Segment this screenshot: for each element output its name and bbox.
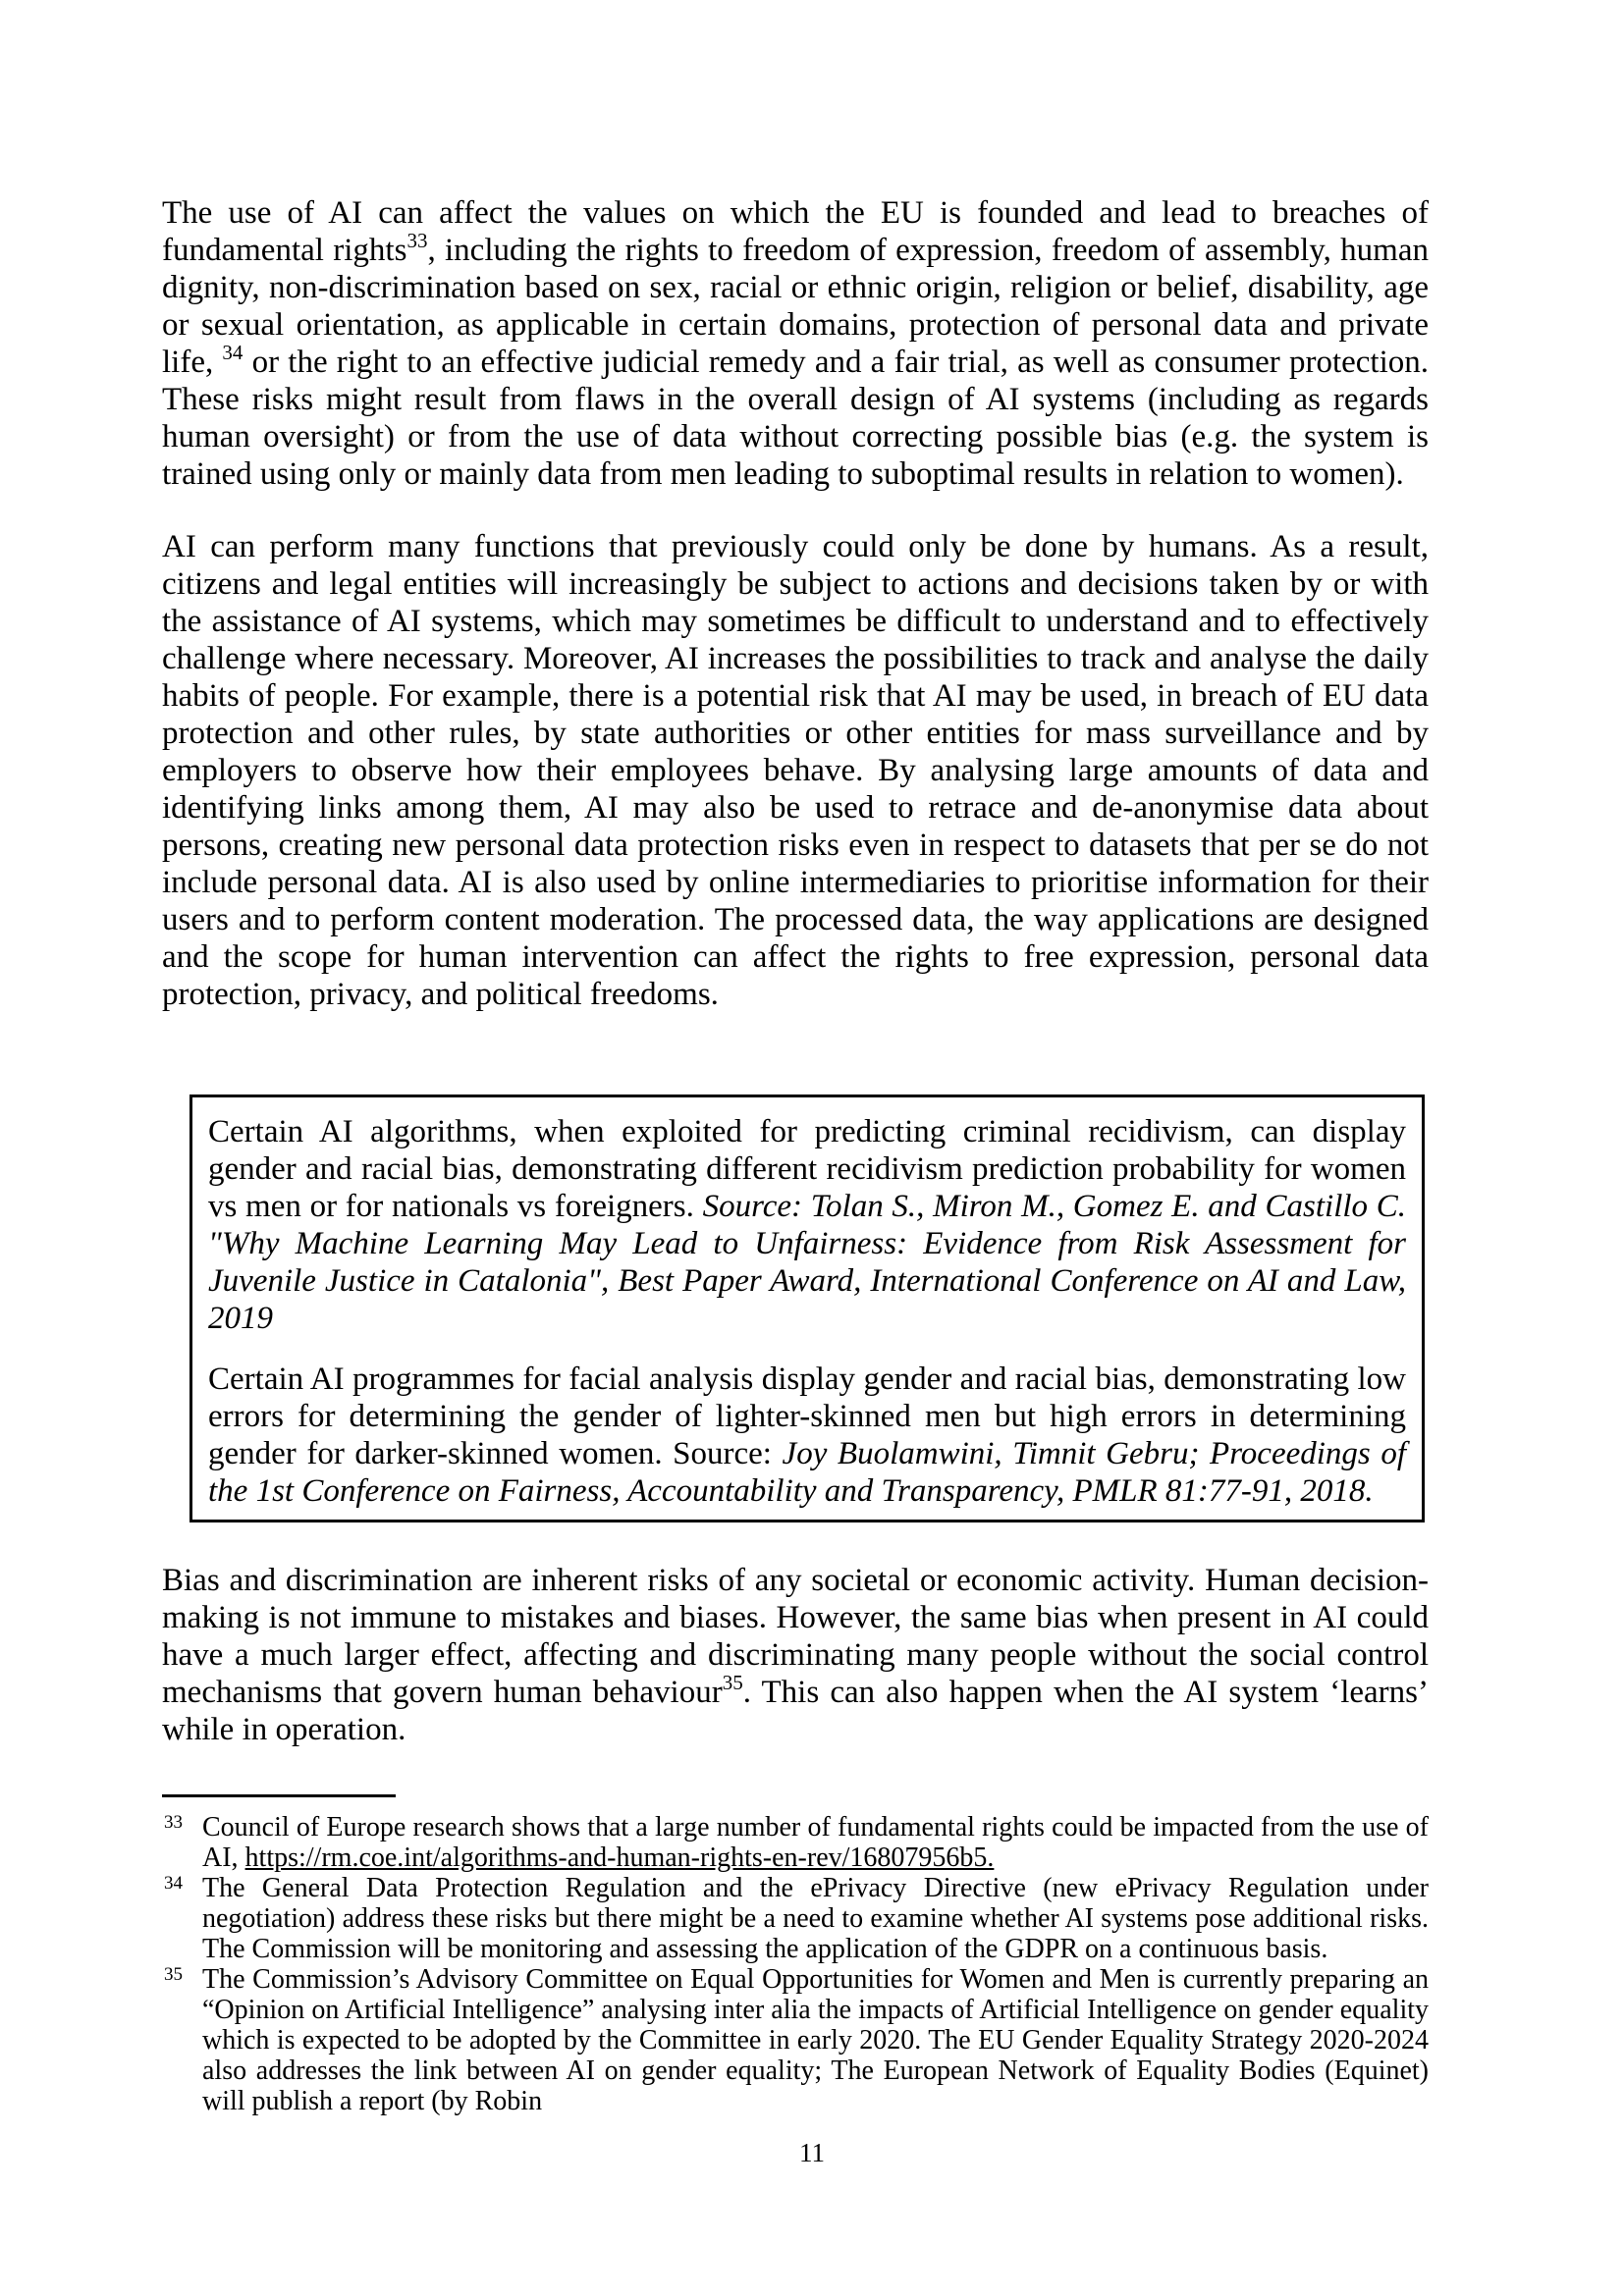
body-paragraph-2	[162, 528, 1429, 1013]
text-segment: Council of Europe research shows that a large number of fundamental rights could be impacted from the use of AI,	[202, 1812, 1429, 1873]
text-segment: or the right to an effective judicial remedy and a fair trial, as well as consumer protection. These risks might result from flaws in the overall design of AI systems (including as regards human oversight) or from the use of data without correcting possible bias (e.g. the system is trained using only or mainly data from men leading to suboptimal results in relation to women).	[162, 345, 1429, 492]
example-callout-box	[189, 1095, 1425, 1522]
footnote-34-text	[202, 1873, 1429, 1964]
footnote-separator-rule	[162, 1794, 396, 1797]
text-segment: The General Data Protection Regulation and the ePrivacy Directive (new ePrivacy Regulation under negotiation) address these risks but there might be a need to examine whether AI systems pose additional risks. The Commission will be monitoring and assessing the application of the GDPR on a continuous basis.	[202, 1873, 1429, 1964]
footnote-reference: 35	[722, 1671, 743, 1694]
body-paragraph-1	[162, 194, 1429, 493]
italic-citation: Joy Buolamwini, Timnit Gebru; Proceedings of the 1st Conference on Fairness, Accountability and Transparency, PMLR 81:77-91, 2018.	[208, 1436, 1406, 1509]
footnote-33-text	[202, 1812, 1429, 1873]
italic-citation: Source: Tolan S., Miron M., Gomez E. and Castillo C. "Why Machine Learning May Lead to Unfairness: Evidence from Risk Assessment for Juvenile Justice in Catalonia", Best Paper Award, International Conference on AI and Law, 2019	[208, 1189, 1406, 1336]
footnote-35	[162, 1964, 1429, 2116]
footnote-34-marker: 34	[164, 1873, 183, 1894]
footnote-reference: 33	[406, 229, 428, 252]
footnote-33	[162, 1812, 1429, 1873]
text-segment: The Commission’s Advisory Committee on Equal Opportunities for Women and Men is currently preparing an “Opinion on Artificial Intelligence” analysing inter alia the impacts of Artificial Intelligence on gender equality which is expected to be adopted by the Committee in early 2020. The EU Gender Equality Strategy 2020-2024 also addresses the link between AI on gender equality; The European Network of Equality Bodies (Equinet) will publish a report (by Robin	[202, 1964, 1429, 2116]
footnote-34	[162, 1873, 1429, 1964]
footnotes-section	[162, 1794, 1429, 2116]
page-number: 11	[799, 2138, 825, 2167]
text-segment: Certain AI programmes for facial analysis display gender and racial bias, demonstrating low errors for determining the gender of lighter-skinned men but high errors in determining gender for darker-skinned women. Source:	[208, 1362, 1406, 1471]
text-segment: . This can also happen when the AI system ‘learns’ while in operation.	[162, 1675, 1429, 1747]
text-segment: The use of AI can affect the values on which the EU is founded and lead to breaches of fundamental rights	[162, 195, 1429, 268]
body-paragraph-3	[162, 1562, 1429, 1748]
text-segment: AI can perform many functions that previously could only be done by humans. As a result, citizens and legal entities will increasingly be subject to actions and decisions taken by or with the assistance of AI systems, which may sometimes be difficult to understand and to effectively challenge where necessary. Moreover, AI increases the possibilities to track and analyse the daily habits of people. For example, there is a potential risk that AI may be used, in breach of EU data protection and other rules, by state authorities or other entities for mass surveillance and by employers to observe how their employees behave. By analysing large amounts of data and identifying links among them, AI may also be used to retrace and de-anonymise data about persons, creating new personal data protection risks even in respect to datasets that per se do not include personal data. AI is also used by online intermediaries to prioritise information for their users and to perform content moderation. The processed data, the way applications are designed and the scope for human intervention can affect the rights to free expression, personal data protection, privacy, and political freedoms.	[162, 529, 1429, 1012]
footnote-33-marker: 33	[164, 1812, 183, 1833]
box-paragraph-1	[208, 1113, 1406, 1337]
text-segment: Certain AI algorithms, when exploited for predicting criminal recidivism, can display gender and racial bias, demonstrating different recidivism prediction probability for women vs men or for nationals vs foreigners.	[208, 1114, 1406, 1224]
text-segment: Bias and discrimination are inherent risks of any societal or economic activity. Human decision-making is not immune to mistakes and biases. However, the same bias when present in AI could have a much larger effect, affecting and discriminating many people without the social control mechanisms that govern human behaviour	[162, 1563, 1429, 1710]
footnote-35-marker: 35	[164, 1964, 183, 1985]
box-paragraph-2	[208, 1361, 1406, 1510]
text-segment: , including the rights to freedom of expression, freedom of assembly, human dignity, non-discrimination based on sex, racial or ethnic origin, religion or belief, disability, age or sexual orientation, as applicable in certain domains, protection of personal data and private life,	[162, 233, 1429, 380]
footnote-hyperlink[interactable]: https://rm.coe.int/algorithms-and-human-rights-en-rev/16807956b5.	[244, 1842, 995, 1873]
footnote-reference: 34	[222, 341, 244, 364]
footnote-35-text	[202, 1964, 1429, 2116]
